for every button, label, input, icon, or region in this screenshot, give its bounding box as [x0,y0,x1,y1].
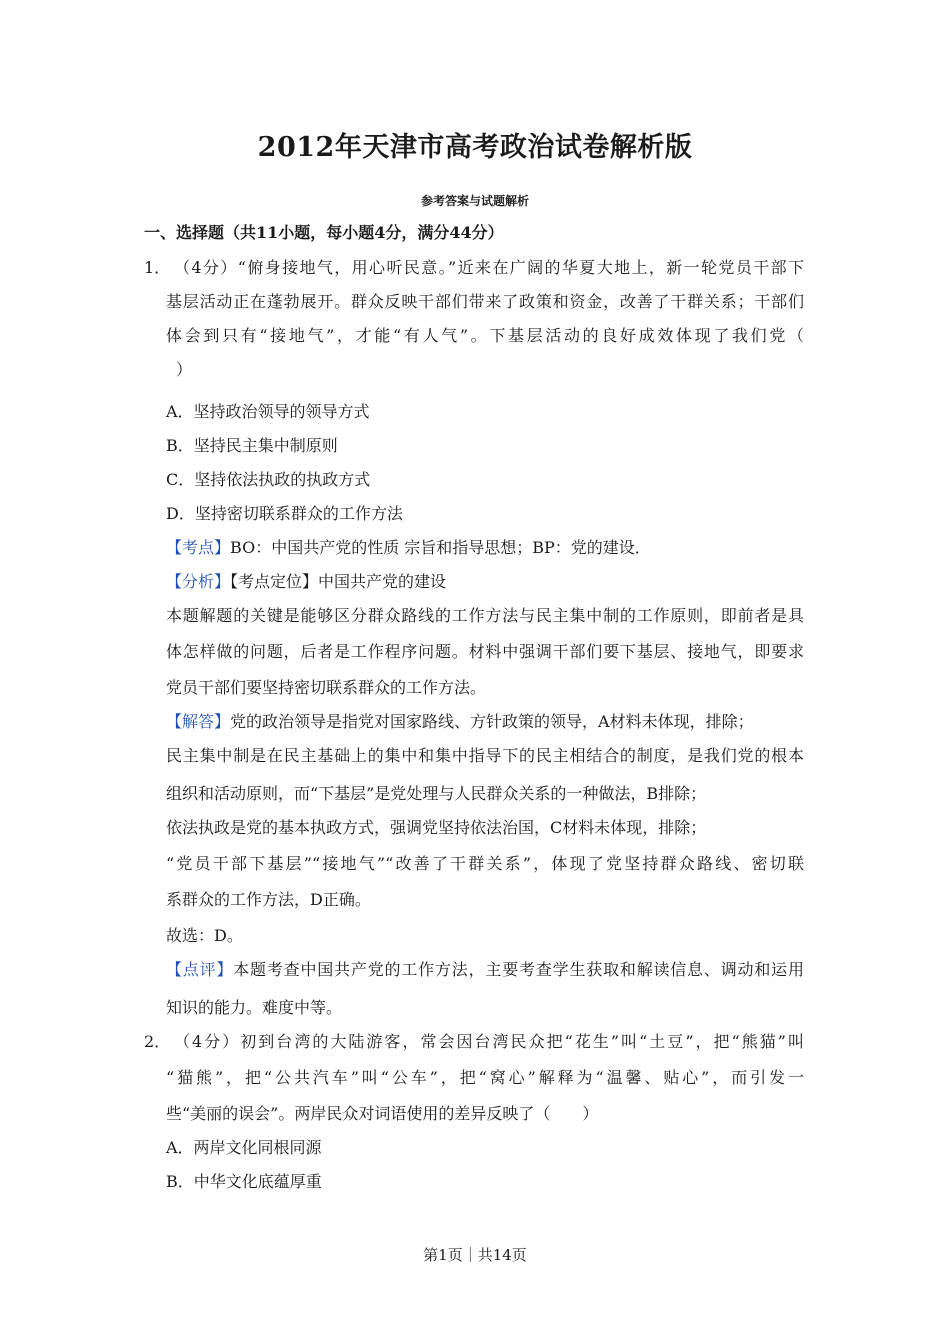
question-1-option-d: D．坚持密切联系群众的工作方法 [166,504,403,523]
question-1-number: 1． [144,258,171,277]
page-footer: 第1页｜共14页 [423,1246,527,1264]
jieda-tag: 【解答】 [166,712,231,731]
dianping-tag: 【点评】 [166,960,234,979]
jieda-line-2: 组织和活动原则，而“下基层”是党处理与人民群众关系的一种做法，B排除； [166,784,707,803]
question-2-stem-line-1: （4分）初到台湾的大陆游客，常会因台湾民众把“花生”叫“土豆”，把“熊猫”叫 [174,1032,804,1051]
jieda-line-1: 民主集中制是在民主基础上的集中和集中指导下的民主相结合的制度，是我们党的根本 [166,746,804,765]
fenxi-line [166,570,446,594]
question-2-option-b: B．中华文化底蕴厚重 [166,1172,322,1191]
question-2-stem-line-3: 些“美丽的误会”。两岸民众对词语使用的差异反映了（ ） [166,1104,599,1123]
kaodian-line [166,536,651,560]
question-1-stem-line-2: 基层活动正在蓬勃展开。群众反映干部们带来了政策和资金，改善了干群关系；干部们 [166,292,804,311]
dianping-line [166,958,804,982]
question-2-stem-line-2: “猫熊”，把“公共汽车”叫“公车”，把“窝心”解释为“温馨、贴心”，而引发一 [166,1068,804,1087]
jieda-line-3: 依法执政是党的基本执政方式，强调党坚持依法治国，C材料未体现，排除； [166,818,707,837]
page-subtitle: 参考答案与试题解析 [420,194,529,208]
jieda-line [166,710,754,734]
page-title: 2012年天津市高考政治试卷解析版 [257,132,693,163]
question-1-option-c: C．坚持依法执政的执政方式 [166,470,371,489]
question-2-number: 2． [144,1032,171,1051]
jieda-line-5: 系群众的工作方法，D正确。 [166,890,371,909]
kaodian-text: BO：中国共产党的性质 宗旨和指导思想；BP：党的建设． [230,538,651,557]
fenxi-line-2: 体怎样做的问题，后者是工作程序问题。材料中强调干部们要下基层、接地气，即要求 [166,642,804,661]
question-1-stem-line-1: （4分）“俯身接地气，用心听民意。”近来在广阔的华夏大地上，新一轮党员干部下 [174,258,804,277]
question-1-stem-line-3: 体会到只有“接地气”，才能“有人气”。下基层活动的良好成效体现了我们党（ [166,326,804,345]
fenxi-line-3: 党员干部们要坚持密切联系群众的工作方法。 [166,678,487,697]
question-1-stem-line-4: ） [176,360,193,379]
jieda-answer: 故选：D。 [166,926,243,945]
question-1-option-b: B．坚持民主集中制原则 [166,436,338,455]
kaodian-tag: 【考点】 [166,538,231,557]
jieda-line-4: “党员干部下基层”“接地气”“改善了干群关系”，体现了党坚持群众路线、密切联 [166,854,804,873]
question-1-option-a: A．坚持政治领导的领导方式 [166,402,370,421]
dianping-text: 本题考查中国共产党的工作方法，主要考查学生获取和解读信息、调动和运用 [233,960,804,979]
section-heading: 一、选择题（共11小题，每小题4分，满分44分） [144,223,504,242]
fenxi-tag: 【分析】 [166,572,231,591]
question-2-option-a: A．两岸文化同根同源 [166,1138,322,1157]
dianping-line-2: 知识的能力。难度中等。 [166,998,343,1017]
jieda-text: 党的政治领导是指党对国家路线、方针政策的领导，A材料未体现，排除； [230,712,754,731]
fenxi-line-1: 本题解题的关键是能够区分群众路线的工作方法与民主集中制的工作原则，即前者是具 [166,606,804,625]
fenxi-text: 【考点定位】中国共产党的建设 [230,572,447,591]
